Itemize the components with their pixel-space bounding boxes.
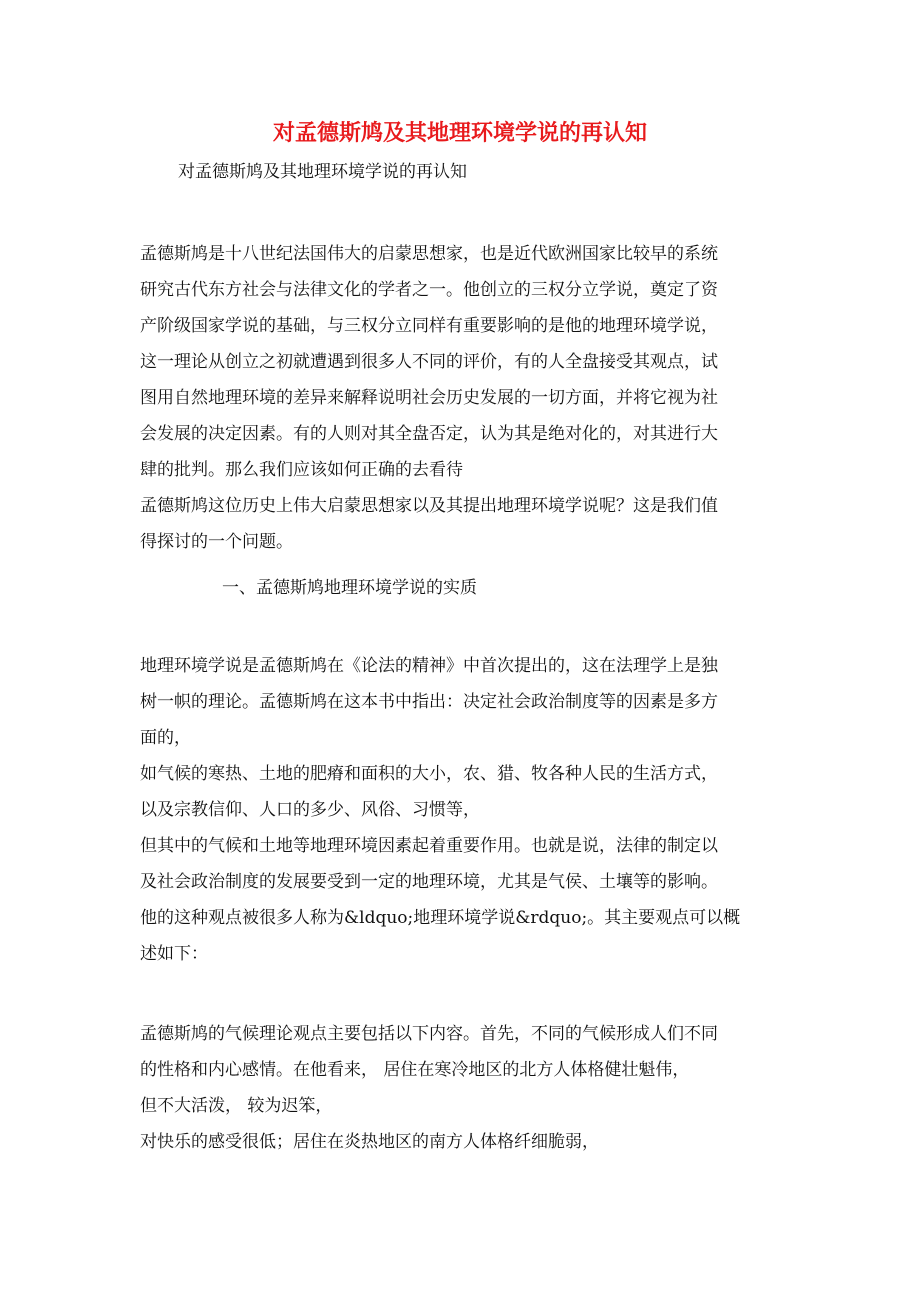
text-line: 及社会政治制度的发展要受到一定的地理环境，尤其是气侯、土壤等的影响。 xyxy=(140,872,718,892)
text-line: 产阶级国家学说的基础，与三权分立同样有重要影响的是他的地理环境学说， xyxy=(140,316,718,336)
text-line: 图用自然地理环境的差异来解释说明社会历史发展的一切方面，并将它视为社 xyxy=(140,388,718,408)
text-line: 这一理论从创立之初就遭遇到很多人不同的评价，有的人全盘接受其观点，试 xyxy=(140,352,718,372)
text-line: 如气候的寒热、土地的肥瘠和面积的大小，农、猎、牧各种人民的生活方式， xyxy=(140,764,718,784)
section-heading: 一、孟德斯鸠地理环境学说的实质 xyxy=(222,578,477,598)
page-title: 对孟德斯鸠及其地理环境学说的再认知 xyxy=(272,121,647,146)
text-line: 面的， xyxy=(140,728,191,748)
text-line: 会发展的决定因素。有的人则对其全盘否定，认为其是绝对化的，对其进行大 xyxy=(140,424,718,444)
subtitle: 对孟德斯鸠及其地理环境学说的再认知 xyxy=(178,162,467,182)
text-line: 以及宗教信仰、人口的多少、风俗、习惯等， xyxy=(140,800,480,820)
text-line: 孟德斯鸠是十八世纪法国伟大的启蒙思想家，也是近代欧洲国家比较早的系统 xyxy=(140,244,718,264)
text-line: 对快乐的感受很低；居住在炎热地区的南方人体格纤细脆弱， xyxy=(140,1132,599,1152)
text-line: 孟德斯鸠的气候理论观点主要包括以下内容。首先，不同的气候形成人们不同 xyxy=(140,1024,718,1044)
text-line: 肆的批判。那么我们应该如何正确的去看待 xyxy=(140,460,463,480)
text-line: 但不大活泼， 较为迟笨， xyxy=(140,1096,333,1116)
text-line: 述如下： xyxy=(140,944,208,964)
text-line: 的性格和内心感情。在他看来， 居住在寒冷地区的北方人体格健壮魁伟， xyxy=(140,1060,690,1080)
text-line: 但其中的气候和土地等地理环境因素起着重要作用。也就是说，法律的制定以 xyxy=(140,836,718,856)
text-line: 得探讨的一个问题。 xyxy=(140,532,293,552)
text-line: 地理环境学说是孟德斯鸠在《论法的精神》中首次提出的，这在法理学上是独 xyxy=(140,656,718,676)
text-line: 他的这种观点被很多人称为&ldquo;地理环境学说&rdquo;。其主要观点可以概 xyxy=(140,908,741,928)
text-line: 孟德斯鸠这位历史上伟大启蒙思想家以及其提出地理环境学说呢？这是我们值 xyxy=(140,496,718,516)
text-line: 研究古代东方社会与法律文化的学者之一。他创立的三权分立学说，奠定了资 xyxy=(140,280,718,300)
text-line: 树一帜的理论。孟德斯鸠在这本书中指出：决定社会政治制度等的因素是多方 xyxy=(140,692,718,712)
